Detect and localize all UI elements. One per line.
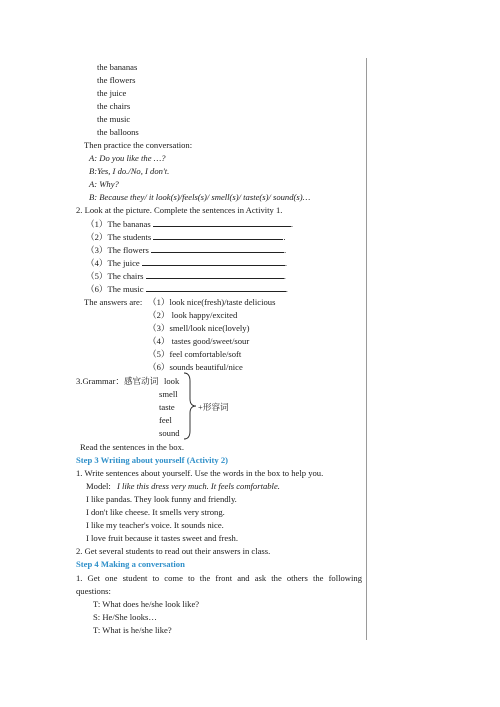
answer-item: （4） tastes good/sweet/sour [148,336,250,346]
sentence-number: （4） [86,258,108,268]
answer-blank [153,231,283,240]
sentence-row: （1）The bananas . [86,219,293,229]
answer-blank [153,218,291,227]
grammar-verb: sound [159,428,180,438]
step4-instruction-cont: questions: [76,586,111,596]
step3-heading: Step 3 Writing about yourself (Activity 2) [76,455,228,465]
model-text: I like this dress very much. It feels comfortable. [116,481,280,491]
grammar-suffix: +形容词 [198,402,229,412]
step4-heading: Step 4 Making a conversation [76,559,185,569]
answer-item: （1）look nice(fresh)/taste delicious [148,297,276,307]
example-sentence: I don't like cheese. It smells very strong. [86,507,225,517]
sentence-number: （3） [86,245,108,255]
answer-blank [151,244,284,253]
answer-blank [146,270,284,279]
sentence-text: The bananas [107,219,151,229]
sentence-row: （5）The chairs . [86,271,286,281]
answer-item: （5）feel comfortable/soft [148,349,242,359]
example-sentence: I love fruit because it tastes sweet and fresh. [86,533,239,543]
step3-followup: 2. Get several students to read out their answers in class. [76,546,271,556]
page-margin-line [366,58,367,640]
dialogue-line: T: What does he/she look like? [93,599,200,609]
answers-label: The answers are: [84,297,143,307]
sentence-number: （5） [86,271,108,281]
sentence-number: （6） [86,284,108,294]
model-label: Model: [86,481,111,491]
answer-blank [142,257,285,266]
grammar-verb: feel [159,415,172,425]
step4-instruction: 1. Get one student to come to the front and ask the others the following [76,573,362,583]
activity-heading: 2. Look at the picture. Complete the sentences in Activity 1. [76,205,283,215]
dialogue-line: S: He/She looks… [93,612,157,622]
sentence-text: The music [107,284,144,294]
dialogue-line: T: What is he/she like? [93,625,172,635]
sentence-row: （6）The music . [86,284,288,294]
sentence-number: （1） [86,219,108,229]
practice-intro: Then practice the conversation: [84,140,193,150]
grammar-verb: look [164,376,180,386]
sentence-row: （4）The juice . [86,258,288,268]
step3-instruction: 1. Write sentences about yourself. Use the words in the box to help you. [76,468,324,478]
answer-blank [146,283,286,292]
sentence-row: （2）The students . [86,232,286,242]
list-item: the chairs [97,101,131,111]
dialogue-line: A: Why? [89,179,119,189]
read-instruction: Read the sentences in the box. [80,442,185,452]
sentence-number: （2） [86,232,108,242]
example-sentence: I like pandas. They look funny and friendly. [86,494,237,504]
list-item: the juice [97,88,127,98]
list-item: the flowers [97,75,136,85]
sentence-text: The flowers [107,245,149,255]
sentence-text: The juice [107,258,140,268]
answer-item: （6）sounds beautiful/nice [148,362,243,372]
list-item: the balloons [97,127,139,137]
sentence-text: The students [107,232,152,242]
model-line [86,481,280,492]
list-item: the music [97,114,131,124]
answer-item: （2） look happy/excited [148,310,238,320]
dialogue-line: A: Do you like the …? [89,153,166,163]
grammar-label: 3.Grammar：感官动词 [76,376,159,386]
sentence-row: （3）The flowers . [86,245,287,255]
list-item: the bananas [97,62,138,72]
dialogue-line: B: Because they/ it look(s)/feels(s)/ smell(s)/ taste(s)/ sound(s)… [89,192,311,202]
answer-item: （3）smell/look nice(lovely) [148,323,250,333]
sentence-text: The chairs [107,271,144,281]
dialogue-line: B:Yes, I do./No, I don't. [89,166,170,176]
example-sentence: I like my teacher's voice. It sounds nice. [86,520,224,530]
grammar-verb: smell [159,389,178,399]
curly-brace-icon [183,372,197,440]
grammar-verb: taste [159,402,175,412]
